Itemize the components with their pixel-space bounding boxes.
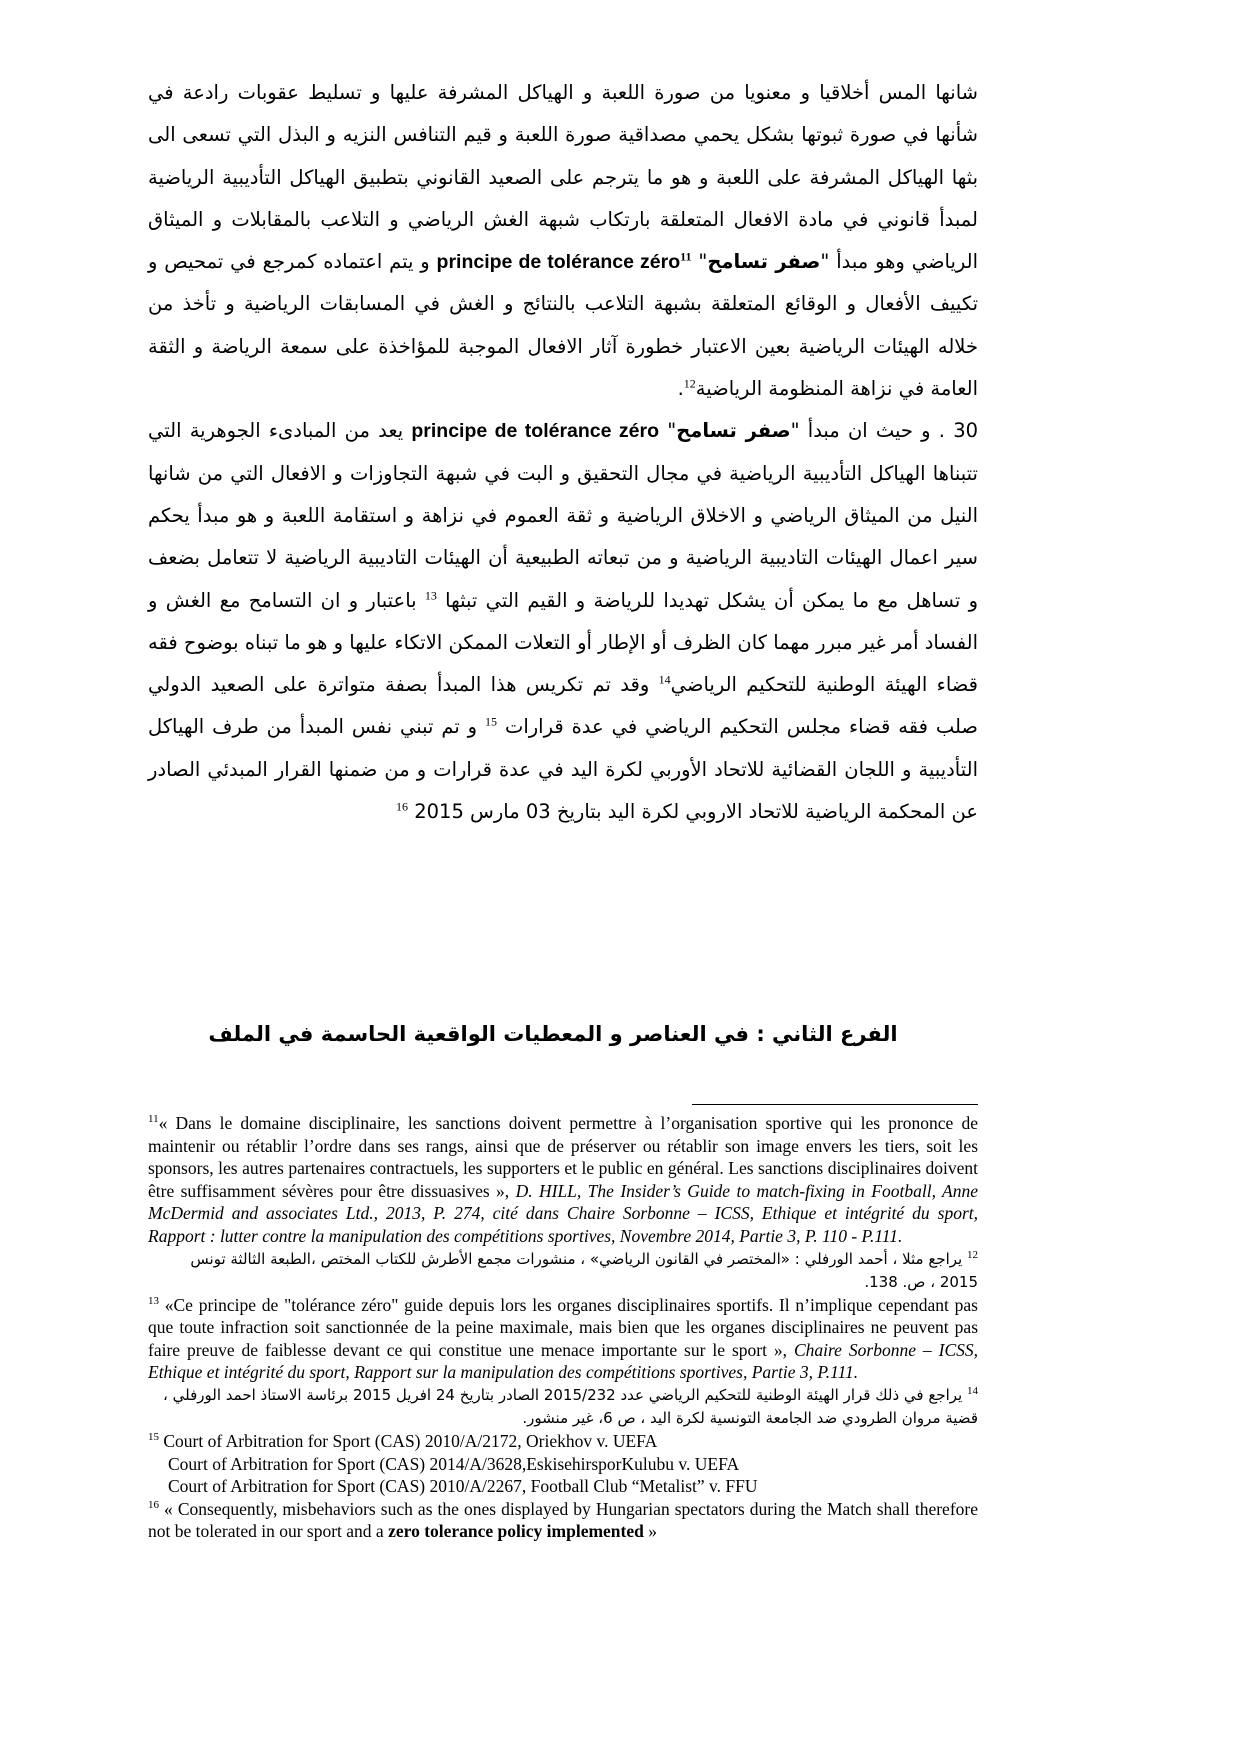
footnote-citation: D. HILL, The Insider’s Guide to match-fixing in Football, Anne McDermid and associates Ltd., 2013, P. 274, cité dans Chaire Sorbonne – ICSS, Ethique et intégrité du sport, Rapport : lutter contre la manipulation des compétitions sportives, Novembre 2014, Partie 3, P. 110 - P.111. xyxy=(148,1180,978,1246)
footnote-ref-11[interactable]: 11 xyxy=(680,249,692,264)
footnote-number: 16 xyxy=(148,1498,159,1511)
footnote-text: « Dans le domaine disciplinaire, les sanctions doivent permettre à l’organisation sportive qui les prononce de maintenir ou rétablir l’ordre dans ses rangs, ainsi que de préserver ou rétablir son image envers les tiers, soit les sponsors, les autres partenaires contractuels, les supporters et le public en général. Les sanctions disciplinaires doivent être suffisamment sévères pour être dissuasives », xyxy=(148,1113,978,1201)
text-span: يعد من المبادىء الجوهرية التي تتبناها الهياكل التأديبية الرياضية في مجال التحقيق و البت في شبهة التجاوزات و الافعال التي من شانها النيل من الميثاق الرياضي و الاخلاق الرياضية و ثقة العموم في نزاهة و استقامة اللعبة و هو مبدأ يحكم سير اعمال الهيئات التاديبية الرياضية و من تبعاته الطبيعية أن الهيئات التاديبية الرياضية لا تتعامل بضعف و تساهل مع ما يمكن أن يشكل تهديدا للرياضة و القيم التي تبثها xyxy=(148,419,979,612)
footnote-15 xyxy=(148,1430,978,1498)
footnotes xyxy=(148,1112,978,1543)
footnote-text: » xyxy=(643,1521,657,1542)
bold-term-arabic: صفر تسامح xyxy=(676,419,791,443)
footnote-13 xyxy=(148,1294,978,1384)
text-line: و يتم اعتماده كمرجع في تمحيص و تكييف xyxy=(148,250,979,316)
text-line: في صورة ثبوتها بشكل يحمي مصداقية صورة اللعبة و قيم التنافس النزيه و البذل التي تسعى الى بثها xyxy=(148,123,979,189)
text-line: قانوني في مادة الافعال المتعلقة بارتكاب شبهة الغش الرياضي و التلاعب بالمقابلات و الميثاق الرياضي xyxy=(148,207,979,274)
text-span: وقد تم تكريس هذا المبدأ بصفة متواترة على الصعيد الدولي صلب فقه قضاء مجلس التحكيم الرياضي في عدة قرارات xyxy=(148,673,978,739)
text-line: الهيئات الرياضية بعين الاعتبار خطورة آثار الافعال الموجبة للمؤاخذة على سمعة الرياضة و الثقة العامة xyxy=(148,334,978,401)
text-span: باعتبار و ان التسامح مع الغش و الفساد أمر غير مبرر مهما كان الظرف أو الإطار أو التعلات الممكن الاتكاء عليها و هو ما تبناه بوضوح فقه قضاء الهيئة الوطنية للتحكيم الرياضي xyxy=(148,588,978,697)
body-text xyxy=(148,72,978,833)
footnote-ref-14[interactable]: 14 xyxy=(658,672,671,687)
footnote-number: 14 xyxy=(967,1384,978,1397)
footnote-number: 12 xyxy=(967,1248,978,1261)
footnote-ref-13[interactable]: 13 xyxy=(424,588,437,603)
footnote-number: 13 xyxy=(148,1294,159,1307)
quote-mark: " xyxy=(691,250,708,274)
footnote-emphasis: zero tolerance policy implemented xyxy=(388,1521,644,1542)
footnote-12 xyxy=(148,1248,978,1294)
period: . xyxy=(677,377,684,401)
text-line: وهو مبدأ " xyxy=(820,250,905,274)
bold-term-latin: principe de tolérance zéro xyxy=(411,420,660,443)
bold-term-arabic: صفر تسامح xyxy=(707,250,821,274)
footnote-number: 11 xyxy=(148,1113,159,1126)
footnote-number: 15 xyxy=(148,1431,159,1444)
paragraph-1 xyxy=(148,72,978,410)
text-span: و حيث ان مبدأ " xyxy=(790,419,931,443)
section-heading: الفرع الثاني : في العناصر و المعطيات الواقعية الحاسمة في الملف xyxy=(208,1022,898,1046)
text-line: الأفعال و الوقائع المتعلقة بشبهة التلاعب بالنتائج و الغش في المسابقات الرياضية و تأخذ من خلاله xyxy=(148,292,978,358)
footnote-14 xyxy=(148,1384,978,1430)
footnote-16 xyxy=(148,1498,978,1543)
case-citation: Court of Arbitration for Sport (CAS) 2014/A/3628,EskisehirsporKulubu v. UEFA xyxy=(168,1453,740,1474)
footnote-text: « Consequently, misbehaviors such as the ones displayed by Hungarian spectators during the Match shall therefore not be tolerated in our sport and a xyxy=(148,1498,978,1542)
footnote-text: يراجع في ذلك قرار الهيئة الوطنية للتحكيم الرياضي عدد 2015/232 الصادر بتاريخ 24 افريل 2015 برئاسة الاستاذ احمد الورفلي ، قضية مروان الطرودي ضد الجامعة التونسية لكرة اليد ، ص 6، غير منشور. xyxy=(163,1385,978,1427)
case-citation: Court of Arbitration for Sport (CAS) 2010/A/2267, Football Club “Metalist” v. FFU xyxy=(168,1476,758,1497)
footnote-ref-16[interactable]: 16 xyxy=(396,799,409,814)
case-citation: Court of Arbitration for Sport (CAS) 2010/A/2172, Oriekhov v. UEFA xyxy=(159,1430,658,1451)
footnote-text: يراجع مثلا ، أحمد الورفلي : «المختصر في القانون الرياضي» ، منشورات مجمع الأطرش للكتاب المختص ،الطبعة الثالثة تونس 2015 ، ص. 138. xyxy=(190,1249,978,1291)
quote-mark: " xyxy=(659,419,677,443)
term-text: principe de tolérance zéro xyxy=(436,251,681,274)
text-line: في نزاهة المنظومة الرياضية xyxy=(695,377,925,401)
text-line: شانها المس أخلاقيا و معنويا من صورة اللعبة و الهياكل المشرفة عليها و تسليط عقوبات رادعة في شأنها xyxy=(148,81,978,147)
footnote-ref-15[interactable]: 15 xyxy=(485,714,498,729)
text-line: الهياكل المشرفة على اللعبة و هو ما يترجم على الصعيد القانوني بتطبيق الهياكل التأديبية الرياضية لمبدأ xyxy=(148,165,979,231)
footnote-separator xyxy=(692,1104,978,1105)
paragraph-30 xyxy=(148,410,978,833)
text-span: و تم تبني نفس المبدأ من طرف الهياكل التأديبية و اللجان القضائية للاتحاد الأوربي لكرة اليد في عدة قرارات و من ضمنها القرار المبدئي الصادر عن المحكمة الرياضية للاتحاد الاروبي لكرة اليد بتاريخ 03 مارس 2015 xyxy=(148,715,978,824)
footnote-ref-12[interactable]: 12 xyxy=(683,376,696,391)
footnote-11 xyxy=(148,1112,978,1248)
footnote-citation: Chaire Sorbonne – ICSS, Ethique et intégrité du sport, Rapport sur la manipulation des compétitions sportives, Partie 3, P.111. xyxy=(148,1339,978,1383)
bold-term-latin xyxy=(437,251,692,273)
footnote-text: «Ce principe de "tolérance zéro" guide depuis lors les organes disciplinaires sportifs. Il n’implique cependant pas que toute infraction soit sanctionnée de la peine maximale, mais bien que les organes disciplinaires ne peuvent pas faire preuve de faiblesse devant ce qui constitue une menace importante sur le sport », xyxy=(148,1294,978,1360)
paragraph-number: 30 . xyxy=(930,419,979,443)
